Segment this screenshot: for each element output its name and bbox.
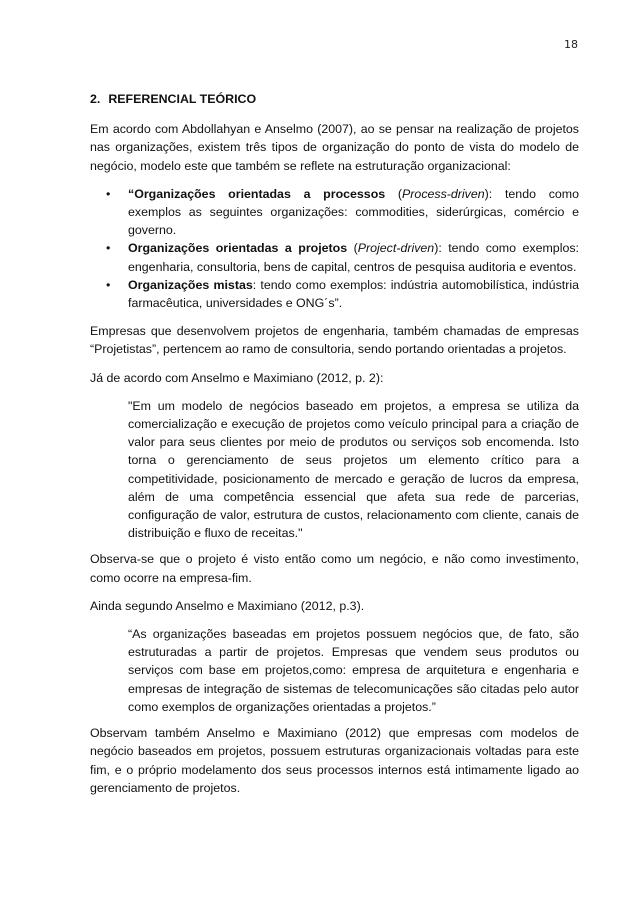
list-item-open: ( (347, 241, 358, 256)
list-item (106, 239, 579, 275)
list-item-term: Process-driven (402, 186, 485, 201)
section-title: REFERENCIAL TEÓRICO (108, 92, 257, 106)
observation-paragraph: Observa-se que o projeto é visto então como um negócio, e não como investimento, como ocorre na empresa-fim. (90, 552, 579, 585)
list-item-open: ( (385, 186, 403, 201)
list-item-text: ): tendo como exemplos as seguintes organizações: commodities, siderúrgicas, comércio e governo. (128, 186, 579, 238)
bullet-icon: • (106, 277, 111, 292)
section-number: 2. (90, 92, 101, 106)
list-item-text: : tendo como exemplos: indústria automobilística, indústria farmacêutica, universidades e ONG´s”. (128, 277, 579, 311)
list-item-title: Organizações mistas (128, 277, 253, 292)
page-content (90, 90, 579, 807)
bullet-icon: • (106, 186, 111, 201)
closing-paragraph: Observam também Anselmo e Maximiano (2012) que empresas com modelos de negócio baseados em projetos, possuem estruturas organizacionais voltadas para este fim, e o próprio modelamento dos seus processos internos está intimamente ligado ao gerenciamento de projetos. (90, 726, 579, 795)
engineering-paragraph: Empresas que desenvolvem projetos de engenharia, também chamadas de empresas “Projetistas”, pertencem ao ramo de consultoria, sendo portando orientadas a projetos. (90, 324, 579, 357)
block-quote-1: "Em um modelo de negócios baseado em projetos, a empresa se utiliza da comercialização e execução de projetos como veículo principal para a criação de valor para seus clientes por meio de produtos ou serviços sob encomenda. Isto torna o gerenciamento de seus projetos um elemento crítico para a competitividade, posicionamento de mercado e geração de lucros da empresa, além de uma competência essencial que afeta sua rede de parcerias, configuração de valor, estrutura de custos, relacionamento com cliente, canais de distribuição e fluxo de receitas." (128, 398, 579, 541)
intro-paragraph: Em acordo com Abdollahyan e Anselmo (2007), ao se pensar na realização de projetos nas organizações, existem três tipos de organização do ponto de vista do modelo de negócio, modelo este que também se reflete na estruturação organizacional: (90, 122, 579, 173)
citation-intro-paragraph-2: Ainda segundo Anselmo e Maximiano (2012, p.3). (90, 598, 365, 613)
list-item (106, 276, 579, 312)
organization-types-list (90, 185, 579, 312)
section-heading (90, 90, 579, 108)
page-number: 18 (564, 38, 578, 51)
list-item-title: “Organizações orientadas a processos (128, 186, 386, 201)
bullet-icon: • (106, 241, 111, 256)
citation-intro-paragraph: Já de acordo com Anselmo e Maximiano (2012, p. 2): (90, 370, 384, 385)
list-item-term: Project-driven (357, 241, 435, 256)
list-item-text: ): tendo como exemplos: engenharia, consultoria, bens de capital, centros de pesquisa auditoria e eventos. (128, 241, 579, 274)
list-item (106, 185, 579, 240)
block-quote-2: “As organizações baseadas em projetos possuem negócios que, de fato, são estruturadas a partir de projetos. Empresas que vendem seus produtos ou serviços com base em projetos,como: empresa de arquitetura e engenharia e empresas de integração de sistemas de telecomunicações são citadas pelo autor como exemplos de organizações orientadas a projetos.” (128, 627, 579, 714)
list-item-title: Organizações orientadas a projetos (128, 241, 348, 256)
